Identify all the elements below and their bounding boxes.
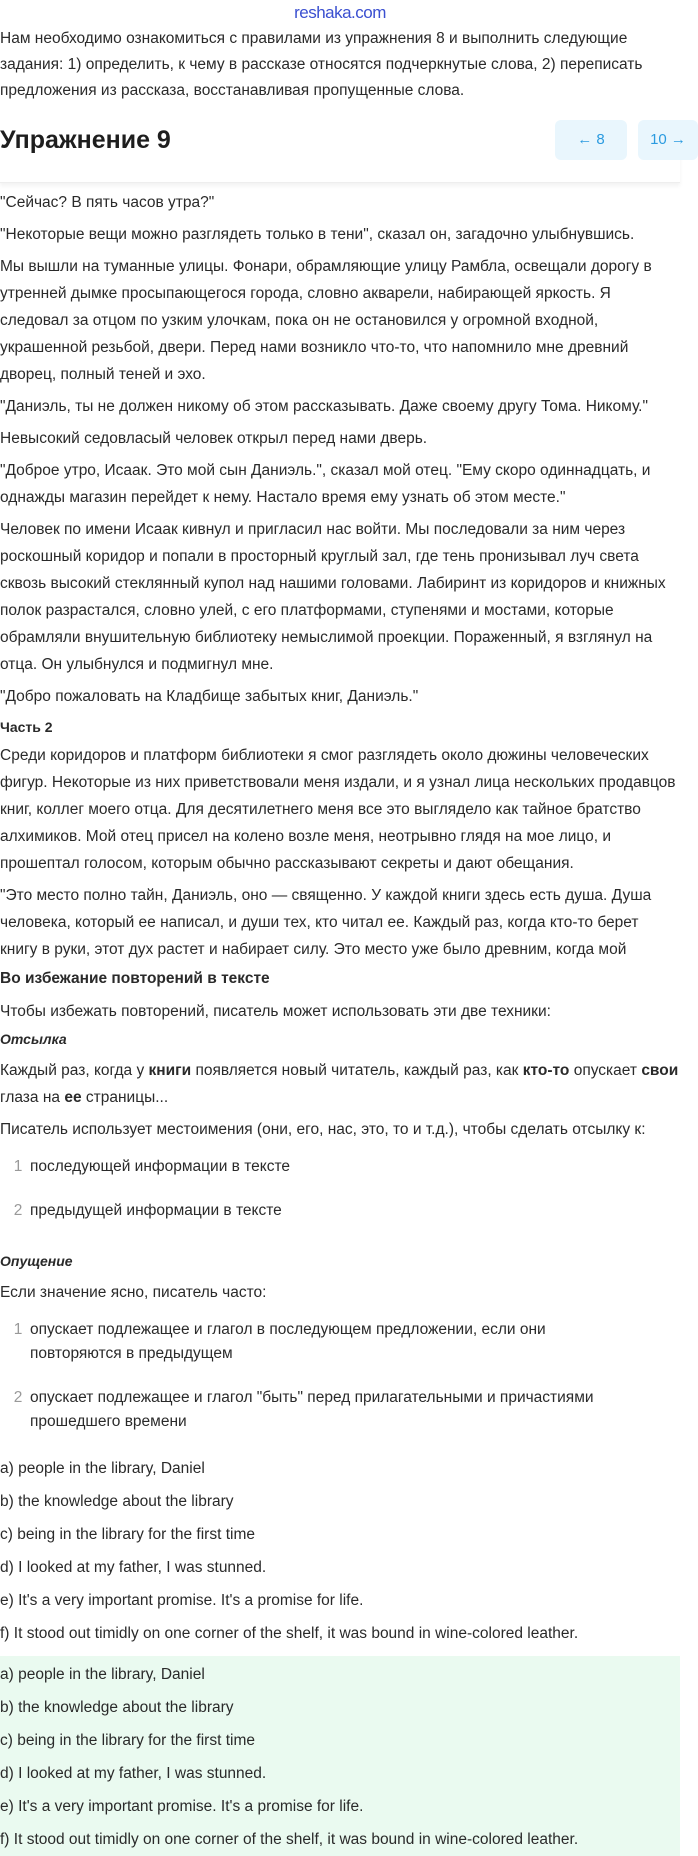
rules-intro: Чтобы избежать повторений, писатель может использовать эти две техники:: [0, 1003, 551, 1020]
answer-item: e) It's a very important promise. It's a promise for life.: [0, 1798, 364, 1815]
answers: [0, 1452, 680, 1650]
rules-title: Во избежание повторений в тексте: [0, 970, 270, 987]
part2-title: Часть 2: [0, 719, 53, 735]
story-text: [0, 183, 680, 963]
prev-exercise-button[interactable]: ← 8: [555, 120, 627, 160]
text: опускает: [569, 1062, 642, 1079]
paragraph: "Сейчас? В пять часов утра?": [0, 194, 215, 211]
text: Каждый раз, когда у: [0, 1062, 149, 1079]
paragraph: Человек по имени Исаак кивнул и пригласил нас войти. Мы последовали за ним через роскошный коридор и попали в просторный круглый зал, где тень пронизывал луч света сквозь высокий стеклянный купол над нашими головами. Лабиринт из коридоров и книжных полок разрастался, словно улей, с его платформами, ступенями и мостами, которые обрамляли внушительную библиотеку немыслимой проекции. Пораженный, я взглянул на отца. Он улыбнулся и подмигнул мне.: [0, 521, 666, 673]
reference-title: Отсылка: [0, 1031, 67, 1047]
next-exercise-button[interactable]: 10 →: [638, 120, 698, 160]
reference-text: Писатель использует местоимения (они, его, нас, это, то и т.д.), чтобы сделать отсылку к:: [0, 1121, 646, 1138]
page-title: Упражнение 9: [0, 126, 171, 154]
reference-example: [0, 1057, 680, 1111]
answer-item: b) the knowledge about the library: [0, 1699, 234, 1716]
answer-item: f) It stood out timidly on one corner of the shelf, it was bound in wine-colored leather.: [0, 1831, 579, 1848]
text: появляется новый читатель, каждый раз, как: [191, 1062, 523, 1079]
bold-word: кто-то: [522, 1062, 570, 1079]
answer-item: a) people in the library, Daniel: [0, 1666, 205, 1683]
paragraph: Среди коридоров и платформ библиотеки я смог разглядеть около дюжины человеческих фигур. Некоторые из них приветствовали меня издали, и я узнал лица нескольких продавцов книг, коллег моего отца. Для десятилетнего меня все это выглядело как тайное братство алхимиков. Мой отец присел на колено возле меня, неотрывно глядя на мое лицо, и прошептал голосом, которым обычно рассказывают секреты и дают обещания.: [0, 747, 676, 872]
paragraph: Невысокий седовласый человек открыл перед нами дверь.: [0, 430, 428, 447]
item-text: опускает подлежащее и глагол "быть" перед прилагательными и причастиями прошедшего времени: [30, 1389, 594, 1430]
paragraph: "Некоторые вещи можно разглядеть только в тени", сказал он, загадочно улыбнувшись.: [0, 226, 635, 243]
bold-word: ее: [64, 1089, 82, 1106]
list-item: [0, 1155, 680, 1179]
answer-item: c) being in the library for the first time: [0, 1732, 255, 1749]
item-text: предыдущей информации в тексте: [30, 1202, 282, 1219]
paragraph: Мы вышли на туманные улицы. Фонари, обрамляющие улицу Рамбла, освещали дорогу в утренней дымке просыпающегося города, словно акварели, набирающей яркость. Я следовал за отцом по узким улочкам, пока он не остановился у огромной входной, украшенной резьбой, двери. Перед нами возникло что-то, что напомнило мне древний дворец, полный теней и эхо.: [0, 258, 652, 383]
paragraph: "Даниэль, ты не должен никому об этом рассказывать. Даже своему другу Тома. Никому.": [0, 398, 648, 415]
item-text: опускает подлежащее и глагол в последующем предложении, если они повторяются в предыдущем: [30, 1321, 546, 1362]
intro-text: Нам необходимо ознакомиться с правилами из упражнения 8 и выполнить следующие задания: 1) определить, к чему в рассказе относятся подчеркнутые слова, 2) переписать предложения из рассказа, восстанавливая пропущенные слова.: [0, 30, 643, 99]
answer-item: a) people in the library, Daniel: [0, 1460, 205, 1477]
rules-section: [0, 968, 680, 1434]
text: страницы...: [81, 1089, 169, 1106]
item-number: 1: [13, 1321, 23, 1338]
item-number: 2: [13, 1202, 23, 1219]
item-number: 1: [13, 1158, 23, 1175]
item-text: последующей информации в тексте: [30, 1158, 290, 1175]
task-intro: [0, 26, 680, 104]
list-item: [0, 1318, 680, 1366]
omission-title: Опущение: [0, 1253, 73, 1269]
omission-list: [0, 1318, 680, 1434]
answer-item: f) It stood out timidly on one corner of the shelf, it was bound in wine-colored leather.: [0, 1625, 579, 1642]
answer-item: d) I looked at my father, I was stunned.: [0, 1765, 267, 1782]
answer-item: d) I looked at my father, I was stunned.: [0, 1559, 267, 1576]
answer-item: b) the knowledge about the library: [0, 1493, 234, 1510]
list-item: [0, 1386, 680, 1434]
item-number: 2: [13, 1389, 23, 1406]
paragraph: "Это место полно тайн, Даниэль, оно — священно. У каждой книги здесь есть душа. Душа человека, который ее написал, и души тех, кто читал ее. Каждый раз, когда кто-то берет книгу в руки, этот дух растет и набирает силу. Это место уже было древним, когда мой: [0, 887, 652, 958]
answers-highlighted: [0, 1656, 680, 1856]
reference-list: [0, 1155, 680, 1223]
bold-word: книги: [148, 1062, 192, 1079]
answer-item: c) being in the library for the first time: [0, 1526, 255, 1543]
bold-word: свои: [641, 1062, 679, 1079]
paragraph: "Добро пожаловать на Кладбище забытых книг, Даниэль.": [0, 688, 419, 705]
omission-text: Если значение ясно, писатель часто:: [0, 1284, 267, 1301]
paragraph: "Доброе утро, Исаак. Это мой сын Даниэль.", сказал мой отец. "Ему скоро одиннадцать, и однажды магазин перейдет к нему. Настало время ему узнать об этом месте.": [0, 462, 651, 506]
watermark-logo: reshaka.com: [294, 3, 386, 22]
text: глаза на: [0, 1089, 65, 1106]
answer-item: e) It's a very important promise. It's a promise for life.: [0, 1592, 364, 1609]
list-item: [0, 1199, 680, 1223]
exercise-header: [0, 120, 686, 183]
